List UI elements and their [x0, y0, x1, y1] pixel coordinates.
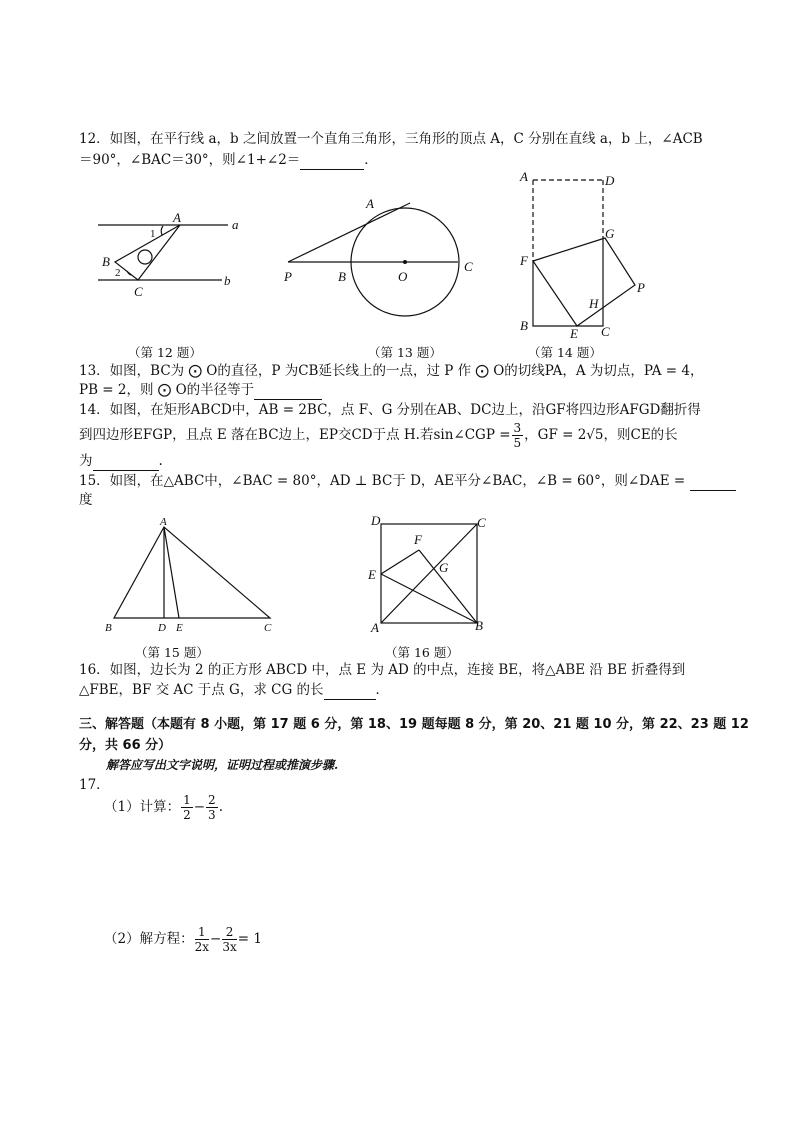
section3-note: 解答应写出文字说明，证明过程或推演步骤.	[106, 758, 339, 772]
caption-16: （第 16 题）	[385, 645, 459, 660]
q17-p1-frac2: $\frac{2}{3}$	[208, 793, 216, 822]
q15-line2: 度	[79, 492, 93, 508]
tangent-pa	[288, 204, 408, 262]
label-E: E	[176, 622, 183, 634]
rect-bottom	[533, 261, 603, 326]
q17-p1-frac1: $\frac{1}{2}$	[183, 793, 191, 822]
figure-13	[280, 193, 485, 343]
label-2: 2	[115, 267, 121, 279]
label-B: B	[338, 269, 346, 284]
figure-15	[100, 515, 285, 635]
q16-text: △FBE，BF 交 AC 于点 G，求 CG 的长	[79, 682, 324, 698]
figure-16	[365, 512, 495, 637]
q17-part1: （1）计算： $\frac{1}{2}$ − $\frac{2}{3}$ .	[104, 793, 223, 822]
label-E: E	[570, 326, 578, 341]
q12-text: ＝90°，∠BAC＝30°，则∠1+∠2＝	[79, 152, 301, 168]
q17-p2-frac1: $\frac{1}{2x}$	[194, 925, 209, 954]
q14-text-c: 为	[79, 453, 93, 469]
label-b: b	[224, 273, 231, 288]
line-be	[381, 574, 477, 623]
label-a: a	[232, 217, 239, 232]
label-B: B	[520, 318, 528, 333]
label-C: C	[601, 324, 610, 339]
caption-14: （第 14 题）	[528, 345, 602, 360]
label-P: P	[284, 269, 292, 284]
q12-line2	[79, 151, 378, 170]
q17-part2: （2）解方程： $\frac{1}{2x}$ − $\frac{2}{3x}$ = 1	[104, 925, 262, 954]
label-B: B	[475, 618, 483, 633]
q15-answer-blank[interactable]	[690, 472, 736, 491]
section3-heading-line1: 三、解答题（本题有 8 小题，第 17 题 6 分，第 18、19 题每题 8 分，第 20、21 题 10 分，第 22、23 题 12	[79, 717, 749, 732]
q16-line1: 16．如图，边长为 2 的正方形 ABCD 中，点 E 为 AD 的中点，连接 BE，将△ABE 沿 BE 折叠得到	[79, 662, 686, 678]
label-A: A	[366, 196, 374, 211]
q12-line1: 12．如图，在平行线 a，b 之间放置一个直角三角形，三角形的顶点 A，C 分别在直线 a，b 上，∠ACB	[79, 131, 703, 147]
label-B: B	[102, 254, 110, 269]
q14-line3: 为 .	[79, 453, 163, 469]
q17-p2-label: （2）解方程：	[104, 931, 194, 947]
q16-answer-blank[interactable]	[324, 681, 376, 700]
label-C: C	[477, 515, 486, 530]
quad-efgp	[533, 238, 635, 326]
caption-13: （第 13 题）	[368, 345, 442, 360]
label-D: D	[158, 622, 166, 634]
label-F: F	[414, 532, 422, 547]
label-C: C	[264, 622, 272, 634]
caption-15: （第 15 题）	[135, 645, 209, 660]
q16-line2: △FBE，BF 交 AC 于点 G，求 CG 的长 ．	[79, 682, 390, 698]
q13-line2	[79, 381, 322, 400]
line-ef	[381, 550, 419, 574]
label-C: C	[464, 259, 473, 274]
q13-answer-blank[interactable]	[254, 381, 322, 400]
q13-line1: 13．如图，BC为 ⨀ O的直径，P 为CB延长线上的一点，过 P 作 ⨀ O的切线PA，A 为切点，PA = 4，	[79, 363, 704, 379]
center-o	[403, 260, 407, 264]
triangle-abc	[115, 225, 180, 280]
q14-line2	[79, 420, 678, 450]
q12-end: ．	[364, 152, 378, 168]
triangle-abc	[114, 527, 270, 618]
q17-p1-label: （1）计算：	[104, 799, 181, 815]
bisector-ae	[164, 527, 179, 618]
label-A: A	[173, 210, 181, 225]
label-1: 1	[150, 228, 156, 240]
q17-p2-frac2: $\frac{2}{3x}$	[222, 925, 237, 954]
angle-1-arc	[161, 226, 163, 235]
label-O: O	[398, 269, 408, 284]
label-A: A	[160, 516, 167, 528]
label-E: E	[368, 567, 376, 582]
label-A: A	[371, 620, 379, 635]
q14-fraction: $\frac{3}{5}$	[513, 421, 522, 450]
figure-12	[90, 205, 255, 305]
q12-answer-blank[interactable]	[300, 151, 364, 170]
label-D: D	[371, 513, 381, 528]
label-G: G	[439, 560, 449, 575]
q14-text-b: ，GF = 2√5，则CE的长	[524, 427, 678, 443]
label-F: F	[520, 253, 528, 268]
diagonal-ac	[381, 524, 477, 623]
q14-line1: 14．如图，在矩形ABCD中，AB = 2BC，点 F、G 分别在AB、DC边上，沿GF将四边形AFGD翻折得	[79, 402, 701, 418]
caption-12: （第 12 题）	[128, 345, 202, 360]
figure-14	[515, 168, 660, 343]
label-G: G	[605, 226, 615, 241]
label-P: P	[637, 280, 645, 295]
label-D: D	[605, 173, 615, 188]
q13-text: PB = 2，则 ⨀ O的半径等于	[79, 382, 255, 398]
small-circle	[138, 250, 152, 264]
q15-text: 15．如图，在△ABC中，∠BAC = 80°，AD ⊥ BC于 D，AE平分∠BAC，∠B = 60°，则∠DAE =	[79, 473, 686, 489]
label-C: C	[134, 284, 143, 299]
label-B: B	[105, 622, 112, 634]
q14-answer-blank[interactable]	[93, 452, 159, 471]
q17-number: 17．	[79, 777, 110, 793]
label-H: H	[589, 296, 599, 311]
q14-text-a: 到四边形EFGP，且点 E 落在BC边上，EP交CD于点 H.若sin∠CGP =	[79, 427, 511, 443]
q15-line1	[79, 472, 736, 491]
label-A: A	[520, 169, 528, 184]
section3-heading-line2: 分，共 66 分）	[79, 738, 172, 753]
